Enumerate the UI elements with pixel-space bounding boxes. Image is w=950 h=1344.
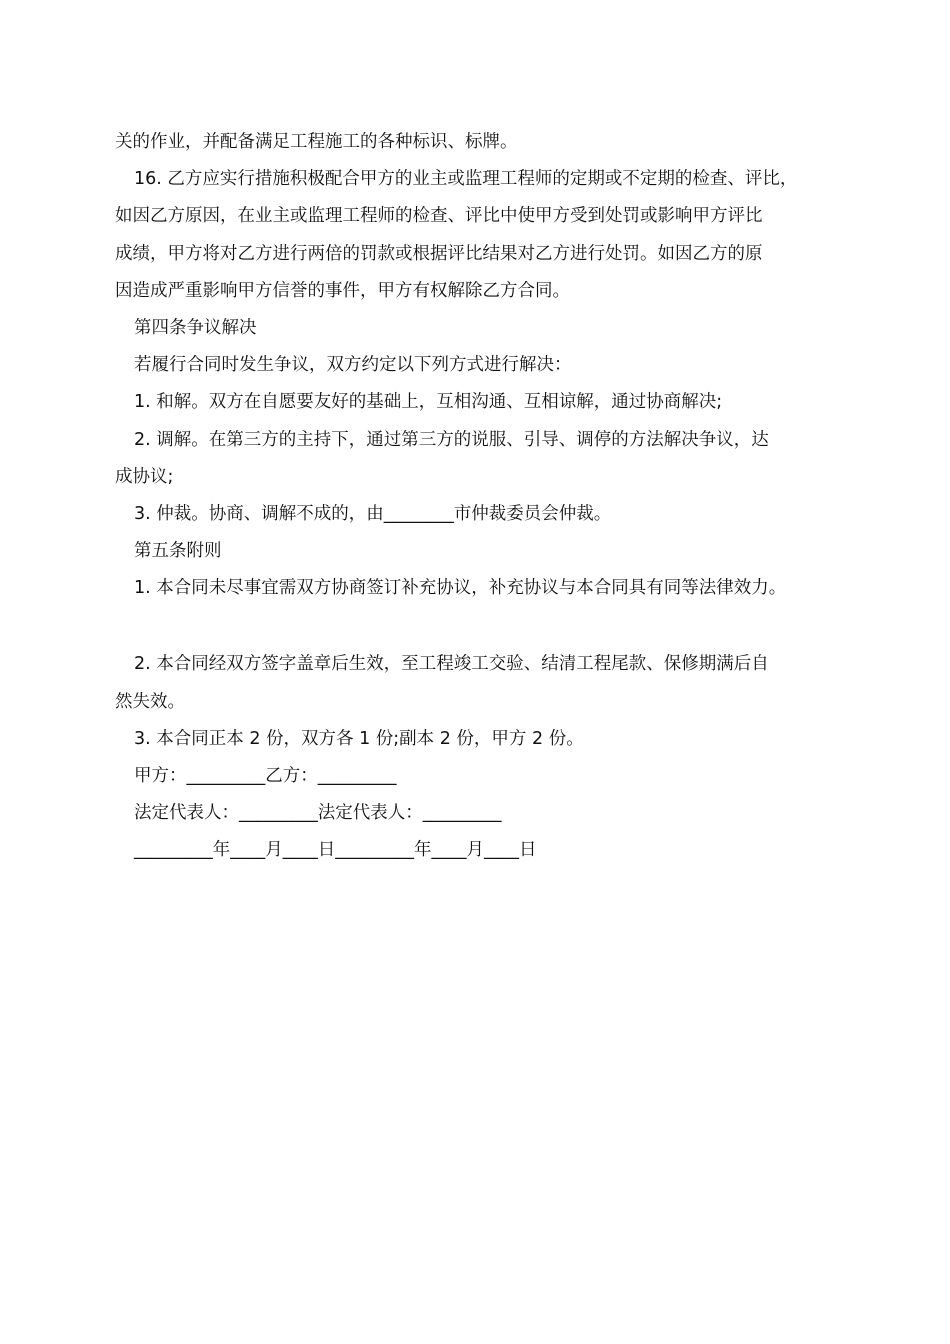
section-heading: 第五条附则: [134, 541, 222, 562]
list-item: 1. 和解。双方在自愿要友好的基础上，互相沟通、互相谅解，通过协商解决;: [134, 392, 723, 413]
paragraph-gap: [115, 607, 855, 646]
section-heading: 第四条争议解决: [134, 317, 257, 338]
list-item: 3. 仲裁。协商、调解不成的，由________市仲裁委员会仲裁。: [134, 503, 612, 524]
paragraph-line: 因造成严重影响甲方信誉的事件，甲方有权解除乙方合同。: [115, 280, 570, 301]
list-item: 2. 本合同经双方签字盖章后生效，至工程竣工交验、结清工程尾款、保修期满后自: [134, 654, 769, 675]
paragraph-line: 若履行合同时发生争议，双方约定以下列方式进行解决：: [134, 355, 572, 376]
contract-body: [115, 124, 855, 870]
list-item: 3. 本合同正本 2 份，双方各 1 份;副本 2 份，甲方 2 份。: [134, 728, 584, 749]
signature-line-dates: _________年____月____日_________年____月____日: [134, 840, 537, 861]
list-item: 1. 本合同未尽事宜需双方协商签订补充协议，补充协议与本合同具有同等法律效力。: [134, 578, 787, 599]
paragraph-line: 关的作业，并配备满足工程施工的各种标识、标牌。: [115, 132, 518, 152]
paragraph-line: 如因乙方原因，在业主或监理工程师的检查、评比中使甲方受到处罚或影响甲方评比: [115, 206, 763, 227]
signature-line-parties: 甲方：_________乙方：_________: [134, 766, 397, 786]
paragraph-line: 成绩，甲方将对乙方进行两倍的罚款或根据评比结果对乙方进行处罚。如因乙方的原: [115, 243, 763, 264]
list-item-continuation: 然失效。: [115, 691, 185, 712]
paragraph-line: 16. 乙方应实行措施积极配合甲方的业主或监理工程师的定期或不定期的检查、评比，: [134, 169, 798, 190]
signature-line-representatives: 法定代表人：_________法定代表人：_________: [134, 803, 502, 824]
list-item: 2. 调解。在第三方的主持下，通过第三方的说服、引导、调停的方法解决争议，达: [134, 429, 769, 450]
list-item-continuation: 成协议;: [115, 466, 174, 487]
